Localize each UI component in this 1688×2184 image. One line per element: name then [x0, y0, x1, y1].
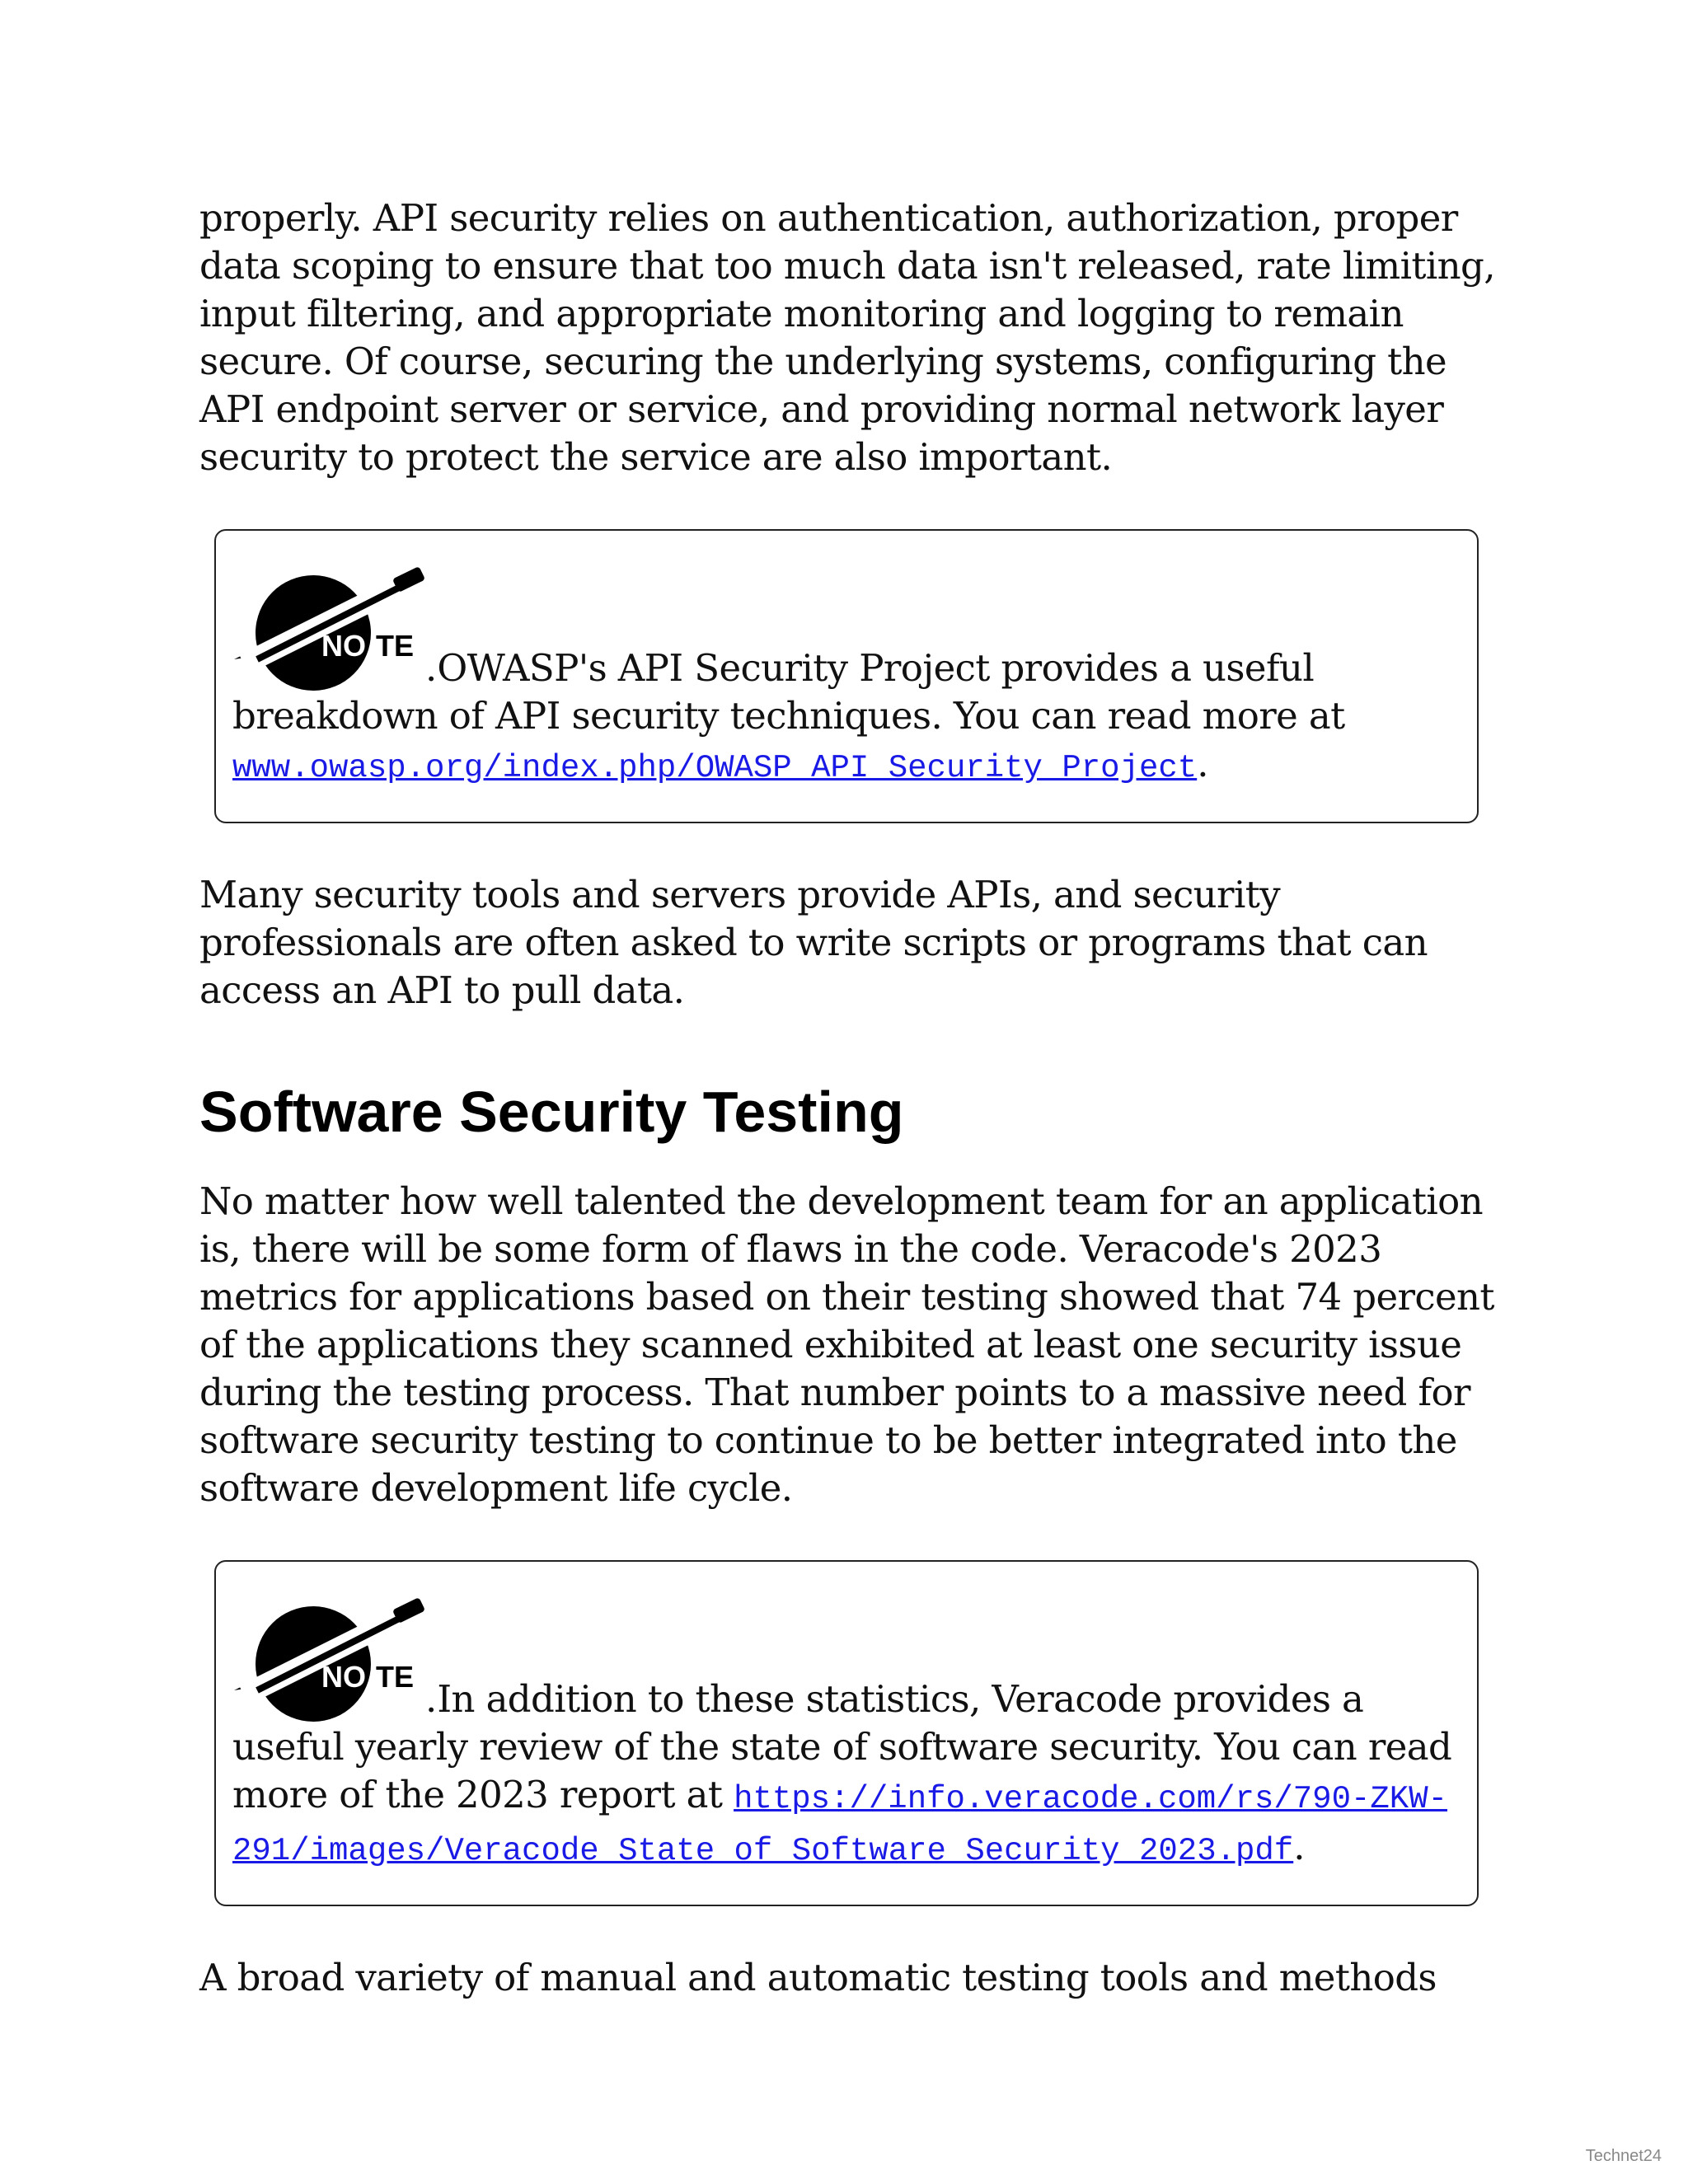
note-box-owasp	[214, 529, 1479, 823]
note-icon	[232, 1598, 425, 1723]
note-icon-label: NO	[321, 629, 366, 663]
note-box-veracode	[214, 1560, 1479, 1906]
svg-text:TE: TE	[376, 629, 415, 663]
section-heading: Software Security Testing	[199, 1080, 904, 1144]
note-icon	[232, 567, 425, 692]
svg-text:TE: TE	[376, 1660, 415, 1694]
paragraph-testing-tools: A broad variety of manual and automatic testing tools and methods	[199, 1956, 1437, 1999]
note-after-link: .	[1197, 742, 1208, 785]
note-text-body	[232, 1723, 1457, 1875]
note-after-link: .	[1293, 1825, 1305, 1868]
note-text-rest: useful yearly review of the state of software security. You can read more of the 2023 report at	[232, 1725, 1452, 1816]
note-text-line1: In addition to these statistics, Veracode provides a	[437, 1677, 1364, 1721]
note-text-line1: OWASP's API Security Project provides a useful	[437, 646, 1315, 690]
note-text-rest: breakdown of API security techniques. You can read more at	[232, 694, 1345, 738]
note-text-body	[232, 692, 1457, 792]
note-mark: .	[425, 646, 438, 690]
watermark: Technet24	[1585, 2147, 1662, 2165]
paragraph-security-tools: Many security tools and servers provide APIs, and security professionals are often asked to write scripts or programs that can access an API to pull data.	[199, 873, 1428, 1012]
paragraph-flaws: No matter how well talented the development team for an application is, there will be some form of flaws in the code. Veracode's 2023 metrics for applications based on their testing showed that 74 percent of the applications they scanned exhibited at least one security issue during the testing process. That number points to a massive need for software security testing to continue to be better integrated into the software development life cycle.	[199, 1179, 1494, 1510]
note-header	[232, 567, 1457, 692]
note-mark: .	[425, 1677, 438, 1721]
note-icon-label: NO	[321, 1660, 366, 1694]
note-header	[232, 1598, 1457, 1723]
page-content	[199, 194, 1502, 2002]
veracode-link[interactable]: https://info.veracode.com/rs/790-ZKW-291/images/Veracode_State_of_Software_Security_2023.pdf	[232, 1781, 1448, 1869]
paragraph-api-security: properly. API security relies on authentication, authorization, proper data scoping to ensure that too much data isn't released, rate limiting, input filtering, and appropriate monitoring and logging to remain secure. Of course, securing the underlying systems, configuring the API endpoint server or service, and providing normal network layer security to protect the service are also important.	[199, 196, 1495, 479]
owasp-link[interactable]: www.owasp.org/index.php/OWASP_API_Security_Project	[232, 750, 1198, 786]
